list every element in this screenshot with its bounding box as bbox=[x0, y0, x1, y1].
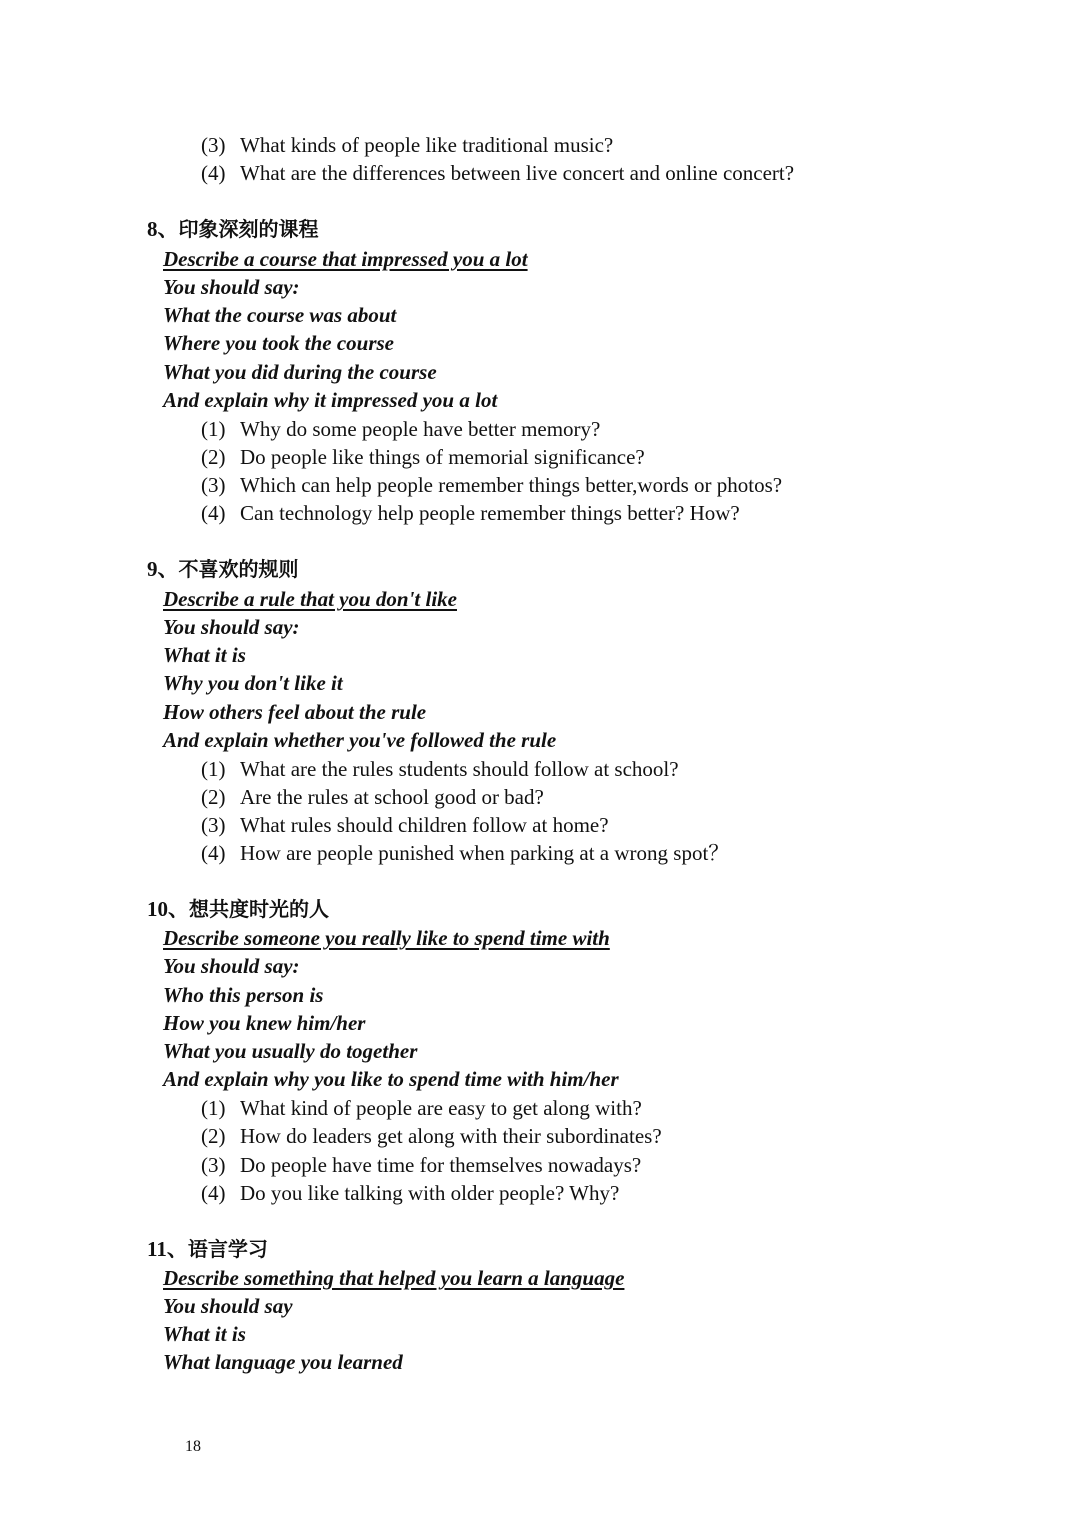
section-heading bbox=[147, 555, 299, 583]
question-item bbox=[201, 839, 729, 867]
cue-line: What language you learned bbox=[163, 1350, 403, 1374]
question-item bbox=[201, 415, 600, 443]
cue-line: And explain whether you've followed the rule bbox=[163, 728, 557, 752]
question-text: Why do some people have better memory? bbox=[240, 417, 601, 441]
question-item bbox=[201, 811, 609, 839]
question-item bbox=[201, 755, 679, 783]
topic-prompt: Describe someone you really like to spend time with bbox=[163, 926, 610, 950]
section-number: 11、 bbox=[147, 1237, 188, 1261]
topic-prompt: Describe a course that impressed you a lot bbox=[163, 247, 528, 271]
cue-line: And explain why it impressed you a lot bbox=[163, 388, 498, 412]
question-number: (4) bbox=[201, 841, 226, 865]
question-number: (3) bbox=[201, 133, 226, 157]
should-say-label: You should say: bbox=[163, 615, 300, 639]
cue-line: And explain why you like to spend time with him/her bbox=[163, 1067, 619, 1091]
cue-line: Why you don't like it bbox=[163, 671, 343, 695]
question-text: What are the rules students should follow at school? bbox=[240, 757, 679, 781]
question-text: Do you like talking with older people? Why? bbox=[240, 1181, 620, 1205]
should-say-label: You should say: bbox=[163, 275, 300, 299]
section-heading bbox=[147, 895, 329, 923]
page-number: 18 bbox=[185, 1438, 201, 1455]
topic-prompt: Describe something that helped you learn a language bbox=[163, 1266, 625, 1290]
question-item bbox=[201, 1122, 662, 1150]
question-item bbox=[201, 1094, 642, 1122]
question-text: What are the differences between live concert and online concert? bbox=[240, 161, 795, 185]
section-heading bbox=[147, 215, 319, 243]
question-item bbox=[201, 1151, 641, 1179]
cue-line: How others feel about the rule bbox=[163, 700, 427, 724]
cue-line: What you did during the course bbox=[163, 360, 437, 384]
section-title-cn: 印象深刻的课程 bbox=[178, 217, 319, 241]
cue-line: What it is bbox=[163, 643, 246, 667]
cue-line: How you knew him/her bbox=[163, 1011, 366, 1035]
topic-prompt: Describe a rule that you don't like bbox=[163, 587, 457, 611]
cue-line: Where you took the course bbox=[163, 331, 394, 355]
question-number: (3) bbox=[201, 473, 226, 497]
should-say-label: You should say: bbox=[163, 954, 300, 978]
question-text: Do people like things of memorial significance? bbox=[240, 445, 645, 469]
section-title-cn: 想共度时光的人 bbox=[189, 897, 329, 921]
question-item bbox=[201, 471, 782, 499]
question-item bbox=[201, 131, 613, 159]
question-text: How do leaders get along with their subordinates? bbox=[240, 1124, 662, 1148]
question-text: Do people have time for themselves nowadays? bbox=[240, 1153, 642, 1177]
question-number: (1) bbox=[201, 757, 226, 781]
question-number: (2) bbox=[201, 445, 226, 469]
question-number: (1) bbox=[201, 1096, 226, 1120]
question-item bbox=[201, 159, 794, 187]
question-item bbox=[201, 783, 544, 811]
question-text: Which can help people remember things better,words or photos? bbox=[240, 473, 783, 497]
cue-line: What the course was about bbox=[163, 303, 397, 327]
question-text: What kinds of people like traditional music? bbox=[240, 133, 614, 157]
question-number: (4) bbox=[201, 501, 226, 525]
section-heading bbox=[147, 1235, 268, 1263]
section-title-cn: 不喜欢的规则 bbox=[178, 557, 299, 581]
should-say-label: You should say bbox=[163, 1294, 293, 1318]
question-text: What rules should children follow at home? bbox=[240, 813, 609, 837]
question-number: (1) bbox=[201, 417, 226, 441]
question-number: (3) bbox=[201, 1153, 226, 1177]
section-number: 8、 bbox=[147, 217, 179, 241]
cue-line: What you usually do together bbox=[163, 1039, 418, 1063]
question-item bbox=[201, 499, 740, 527]
question-number: (3) bbox=[201, 813, 226, 837]
question-text: What kind of people are easy to get along with? bbox=[240, 1096, 642, 1120]
question-text: Are the rules at school good or bad? bbox=[240, 785, 544, 809]
question-number: (2) bbox=[201, 785, 226, 809]
cue-line: Who this person is bbox=[163, 983, 324, 1007]
question-number: (4) bbox=[201, 1181, 226, 1205]
question-text: How are people punished when parking at a wrong spot？ bbox=[240, 841, 730, 865]
question-number: (2) bbox=[201, 1124, 226, 1148]
section-title-cn: 语言学习 bbox=[187, 1237, 268, 1261]
question-number: (4) bbox=[201, 161, 226, 185]
cue-line: What it is bbox=[163, 1322, 246, 1346]
section-number: 10、 bbox=[147, 897, 189, 921]
section-number: 9、 bbox=[147, 557, 179, 581]
question-item bbox=[201, 443, 645, 471]
question-text: Can technology help people remember things better? How? bbox=[240, 501, 740, 525]
question-item bbox=[201, 1179, 619, 1207]
